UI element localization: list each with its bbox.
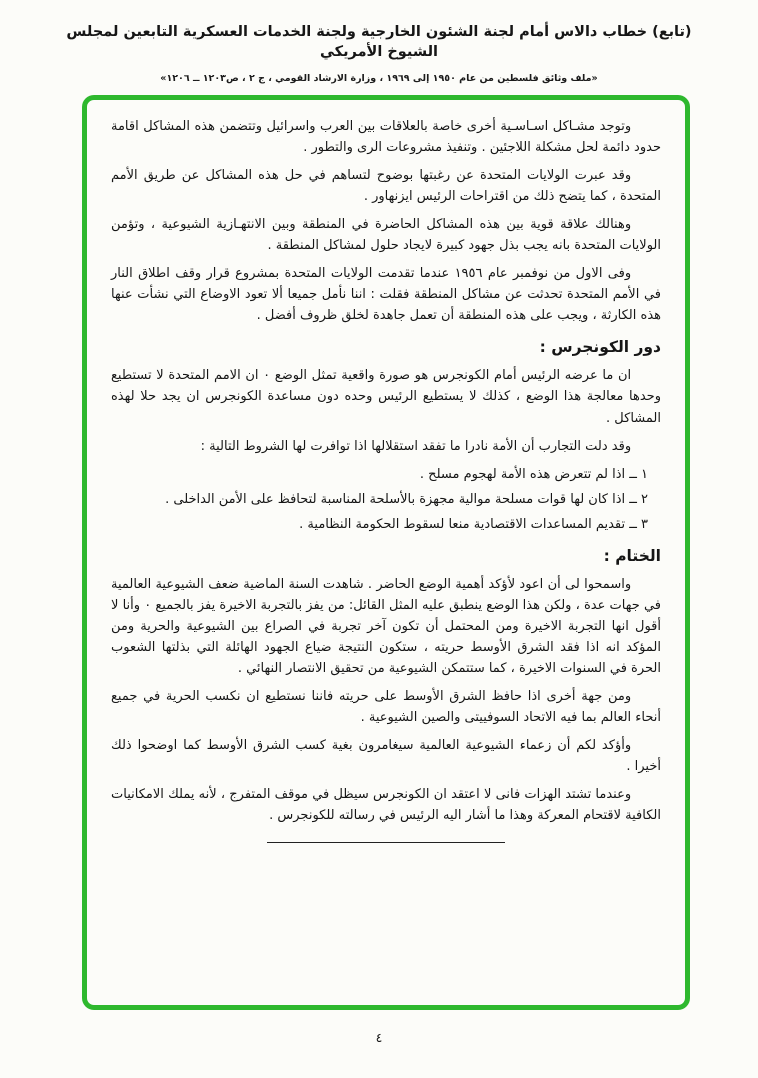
body-paragraph: وتوجد مشـاكل اسـاسـية أخرى خاصة بالعلاقات بين العرب واسرائيل وتتضمن هذه المشاكل اقامة حدود دائمة لحل مشكلة اللاجئين . وتنفيذ مشروعات الرى والتطور . bbox=[111, 119, 661, 156]
page-header bbox=[0, 0, 758, 84]
document-source-citation: «ملف وثائق فلسطين من عام ١٩٥٠ إلى ١٩٦٩ ، وزارة الارشاد القومي ، ج ٢ ، ص١٢٠٣ ــ ١٢٠٦» bbox=[160, 72, 598, 84]
section-heading: الختام : bbox=[603, 546, 661, 565]
body-paragraph: وهنالك علاقة قوية بين هذه المشاكل الحاضرة في المنطقة وبين الانتهـازية الشيوعية ، وتؤمن الولايات المتحدة بانه يجب بذل جهود كبيرة لايجاد حلول لمشاكل المنطقة . bbox=[111, 217, 661, 254]
list-item: ١ ــ اذا لم تتعرض هذه الأمة لهجوم مسلح . bbox=[419, 466, 648, 482]
content-frame bbox=[82, 95, 690, 1010]
body-paragraph: ومن جهة أخرى اذا حافظ الشرق الأوسط على حريته فاننا نستطيع ان نكسب الحرية في جميع أنحاء العالم بما فيه الاتحاد السوفييتى والصين الشيوعية . bbox=[111, 688, 661, 726]
section-heading: دور الكونجرس : bbox=[539, 338, 661, 357]
body-paragraph: وعندما تشتد الهزات فانى لا اعتقد ان الكونجرس سيظل في موقف المتفرج ، لأنه يملك الامكانيات الكافية لاقتحام المعركة وهذا ما أشار اليه الرئيس في رسالته للكونجرس . bbox=[111, 787, 661, 824]
body-paragraph: ان ما عرضه الرئيس أمام الكونجرس هو صورة واقعية تمثل الوضع ٠ ان الامم المتحدة لا تستطيع وحدها معالجة هذا الوضع ، كذلك لا يستطيع الرئيس وحده دون مساعدة الكونجرس ان يجد حلا لهذه المشاكل . bbox=[111, 368, 661, 426]
end-divider bbox=[267, 842, 505, 843]
body-paragraph: وقد عبرت الولايات المتحدة عن رغبتها بوضوح لتساهم في حل هذه المشاكل عن طريق الأمم المتحدة ، كما يتضح ذلك من اقتراحات الرئيس ايزنهاور . bbox=[111, 168, 661, 205]
body-paragraph: وأؤكد لكم أن زعماء الشيوعية العالمية سيغامرون بغية كسب الشرق الأوسط كما اوضحوا ذلك أخيرا . bbox=[111, 738, 661, 775]
document-body bbox=[111, 116, 661, 826]
list-item: ٣ ــ تقديم المساعدات الاقتصادية منعا لسقوط الحكومة النظامية . bbox=[299, 516, 648, 532]
page-number: ٤ bbox=[375, 1030, 383, 1045]
body-paragraph: وفى الاول من نوفمبر عام ١٩٥٦ عندما تقدمت الولايات المتحدة بمشروع قرار وقف اطلاق النار في الأمم المتحدة تحدثت عن مشاكل المنطقة فقلت : اننا نأمل جميعا ألا تعود الاوضاع التي نشأت عنها هذه الكارثة ، ويجب على هذه المنطقة أن تعمل جاهدة لخلق ظروف أفضل . bbox=[111, 266, 661, 324]
body-paragraph: وقد دلت التجارب أن الأمة نادرا ما تفقد استقلالها اذا توافرت لها الشروط التالية : bbox=[200, 438, 632, 454]
document-title: (تابع) خطاب دالاس أمام لجنة الشئون الخارجية ولجنة الخدمات العسكرية التابعين لمجلس الشيوخ الأمريكي bbox=[66, 24, 692, 61]
body-paragraph: واسمحوا لى أن اعود لأؤكد أهمية الوضع الحاضر . شاهدت السنة الماضية ضعف الشيوعية العالمية في جهات عدة ، ولكن هذا الوضع ينطبق عليه المثل القائل: من يفز بالتجربة الاخيرة يفز بالجميع ٠ وأنا لا أقول انها التجربة الاخيرة ومن المحتمل أن تكون آخر تجربة في الصراع بين الشيوعية والحرية ومن المؤكد انه اذا فقد الشرق الأوسط حريته ، ستكون النتيجة ضياع الجهود الهائلة التي بذلتها الشعوب الحرة في السنوات الاخيرة ، كما ستتمكن الشيوعية من تحقيق الانتصار النهائي . bbox=[111, 576, 661, 676]
list-item: ٢ ــ اذا كان لها قوات مسلحة موالية مجهزة بالأسلحة المناسبة لتحافظ على الأمن الداخلى . bbox=[165, 491, 648, 507]
